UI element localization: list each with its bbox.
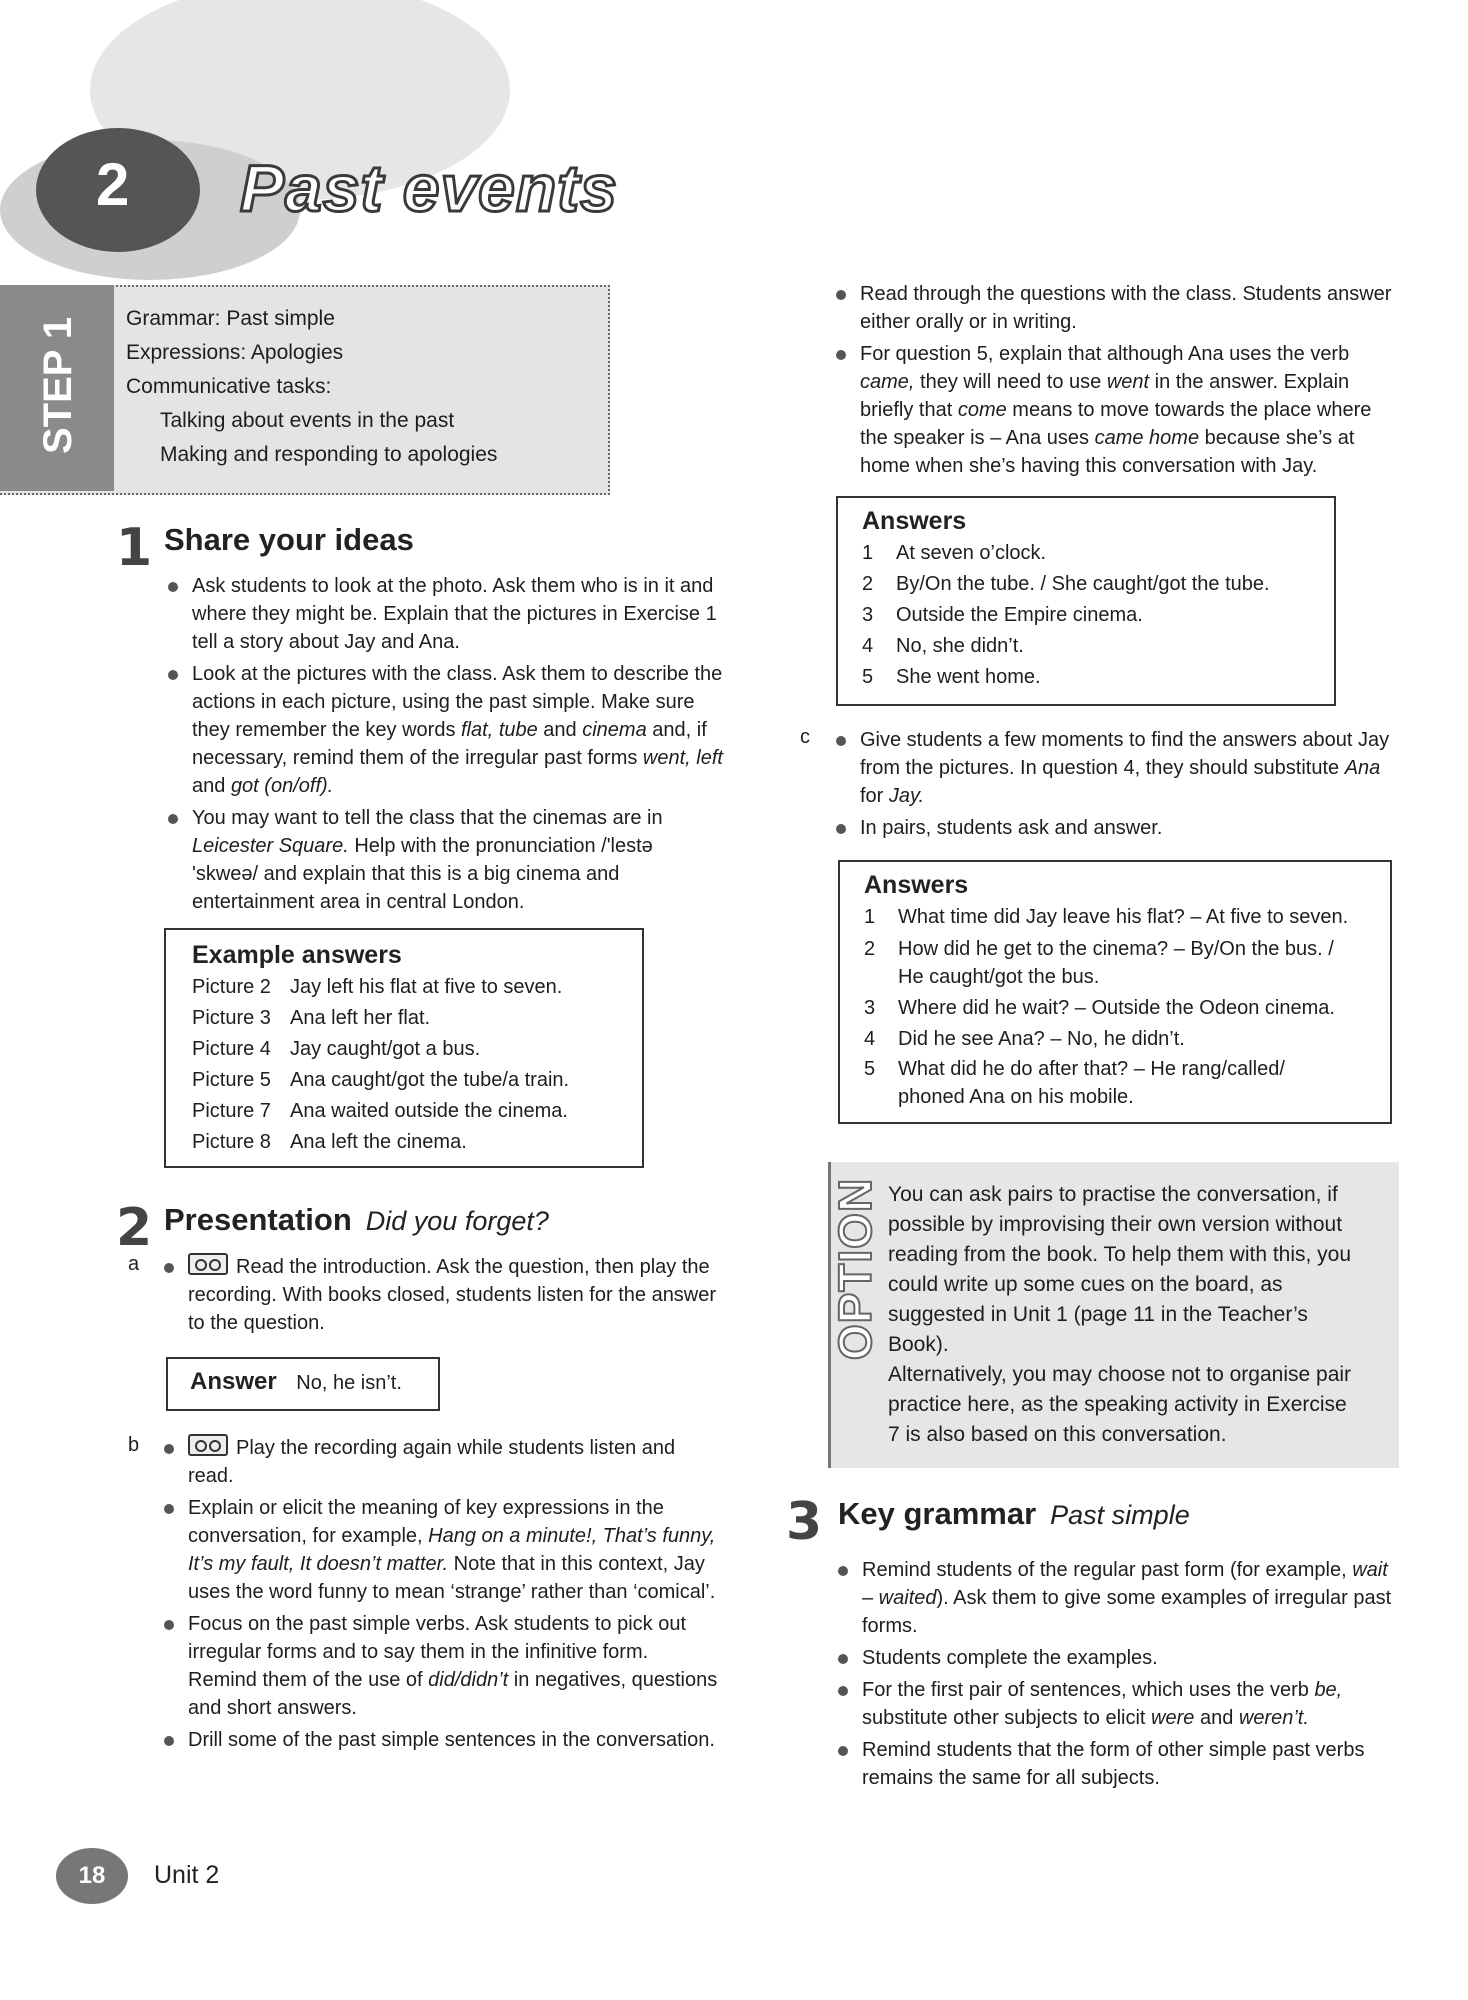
example-row: Picture 2 Jay left his flat at five to seven. — [192, 976, 563, 998]
answer-box — [166, 1357, 440, 1411]
cassette-icon — [188, 1253, 228, 1275]
bullet-item: Read through the questions with the class. Students answer either orally or in writing. — [832, 280, 1392, 336]
example-row: Picture 5 Ana caught/got the tube/a train. — [192, 1069, 570, 1091]
section1-body — [164, 572, 724, 920]
bullet-item: For the first pair of sentences, which uses the verb be, substitute other subjects to elicit were and weren’t. — [834, 1676, 1394, 1732]
box-heading: Example answers — [192, 941, 402, 969]
option-paragraph: Alternatively, you may choose not to organise pair practice here, as the speaking activity in Exercise 7 is also based on this conversation. — [888, 1363, 1352, 1446]
answer-row: 5 What did he do after that? – He rang/called/ phoned Ana on his mobile. — [864, 1058, 1285, 1108]
bullet-item: Ask students to look at the photo. Ask them who is in it and where they might be. Explain that the pictures in Exercise 1 tell a story about Jay and Ana. — [164, 572, 724, 656]
answer-value: No, he isn’t. — [296, 1372, 402, 1394]
option-content — [888, 1180, 1358, 1450]
grammar-label: Grammar: — [126, 307, 221, 330]
section2a-body — [160, 1253, 720, 1341]
task-item: Making and responding to apologies — [160, 443, 498, 466]
example-row: Picture 8 Ana left the cinema. — [192, 1131, 467, 1153]
answer-row: 3 Where did he wait? – Outside the Odeon cinema. — [864, 997, 1335, 1019]
item-letter: c — [800, 726, 810, 748]
bullet-item: You may want to tell the class that the cinemas are in Leicester Square. Help with the pronunciation /'lestə 'skweə/ and explain that this is a big cinema and entertainment area in central London. — [164, 804, 724, 916]
example-row: Picture 7 Ana waited outside the cinema. — [192, 1100, 568, 1122]
section2b-body — [160, 1434, 720, 1758]
bullet-item: Focus on the past simple verbs. Ask students to pick out irregular forms and to say them in the infinitive form. Remind them of the use of did/didn’t in negatives, questions and short answers. — [160, 1610, 720, 1722]
expressions-label: Expressions: — [126, 341, 247, 364]
section-title: Key grammar Past simple — [838, 1496, 1190, 1531]
step-tab-label: STEP 1 — [36, 316, 80, 454]
answer-row: 1 At seven o’clock. — [862, 542, 1047, 564]
section-number: 2 — [116, 1198, 153, 1258]
bullet-item: Explain or elicit the meaning of key expressions in the conversation, for example, Hang on a minute!, That’s funny, It’s my fault, It doesn’t matter. Note that in this context, Jay uses the word funny to mean ‘strange’ rather than ‘comical’. — [160, 1494, 720, 1606]
answers-box-2 — [838, 860, 1392, 1124]
example-row: Picture 4 Jay caught/got a bus. — [192, 1038, 481, 1060]
bullet-item: Read the introduction. Ask the question, then play the recording. With books closed, students listen for the answer to the question. — [160, 1253, 720, 1337]
page-number: 18 — [78, 1862, 106, 1889]
bullet-item: In pairs, students ask and answer. — [832, 814, 1392, 842]
item-letter: b — [128, 1434, 140, 1456]
section-number: 3 — [786, 1492, 823, 1552]
bullet-item: Give students a few moments to find the answers about Jay from the pictures. In question 4, they should substitute Ana for Jay. — [832, 726, 1392, 810]
section-title: Share your ideas — [164, 522, 414, 557]
option-paragraph: You can ask pairs to practise the conversation, if possible by improvising their own version without reading from the book. To help them with this, you could write up some cues on the board, as suggested in Unit 1 (page 11 in the Teacher’s Book). — [888, 1183, 1352, 1356]
bullet-item: Play the recording again while students listen and read. — [160, 1434, 720, 1490]
expressions-value: Apologies — [250, 341, 344, 364]
answer-row: 5 She went home. — [862, 666, 1041, 688]
step-content — [126, 302, 596, 472]
answer-row: 2 By/On the tube. / She caught/got the tube. — [862, 573, 1270, 595]
bullet-item: Remind students of the regular past form (for example, wait – waited). Ask them to give some examples of irregular past forms. — [834, 1556, 1394, 1640]
answers-box-1 — [836, 496, 1336, 706]
bullet-item: Drill some of the past simple sentences in the conversation. — [160, 1726, 720, 1754]
answer-row: 2 How did he get to the cinema? – By/On the bus. / He caught/got the bus. — [864, 938, 1334, 988]
item-letter: a — [128, 1253, 140, 1275]
section3-body — [834, 1556, 1394, 1796]
grammar-value: Past simple — [226, 307, 335, 330]
section-c-body — [832, 726, 1392, 846]
option-tab-label: OPTION — [829, 1177, 881, 1361]
box-heading: Answers — [862, 507, 967, 535]
box-heading: Answers — [864, 871, 969, 899]
tasks-label: Communicative tasks: — [126, 375, 332, 398]
answer-row: 1 What time did Jay leave his flat? – At five to seven. — [864, 906, 1349, 928]
right-intro — [832, 280, 1392, 484]
answer-row: 3 Outside the Empire cinema. — [862, 604, 1143, 626]
box-heading: Answer — [190, 1368, 277, 1395]
example-row: Picture 3 Ana left her flat. — [192, 1007, 431, 1029]
bullet-item: For question 5, explain that although Ana uses the verb came, they will need to use went in the answer. Explain briefly that come means to move towards the place where the speaker is – Ana uses came home because she’s at home when she’s having this conversation with Jay. — [832, 340, 1392, 480]
task-item: Talking about events in the past — [160, 409, 455, 432]
example-answers-box — [164, 928, 644, 1168]
section-title: Presentation Did you forget? — [164, 1202, 549, 1237]
bullet-item: Look at the pictures with the class. Ask them to describe the actions in each picture, using the past simple. Make sure they remember the key words flat, tube and cinema and, if necessary, remind them of the irregular past forms went, left and got (on/off). — [164, 660, 724, 800]
unit-label: Unit 2 — [154, 1861, 220, 1889]
cassette-icon — [188, 1434, 228, 1456]
bullet-item: Remind students that the form of other simple past verbs remains the same for all subjects. — [834, 1736, 1394, 1792]
bullet-item: Students complete the examples. — [834, 1644, 1394, 1672]
section-number: 1 — [116, 518, 153, 578]
unit-number: 2 — [96, 151, 130, 218]
header-decoration — [0, 0, 640, 290]
answer-row: 4 No, she didn’t. — [862, 635, 1024, 657]
page-title: Past events — [240, 151, 618, 225]
answer-row: 4 Did he see Ana? – No, he didn’t. — [864, 1028, 1185, 1050]
